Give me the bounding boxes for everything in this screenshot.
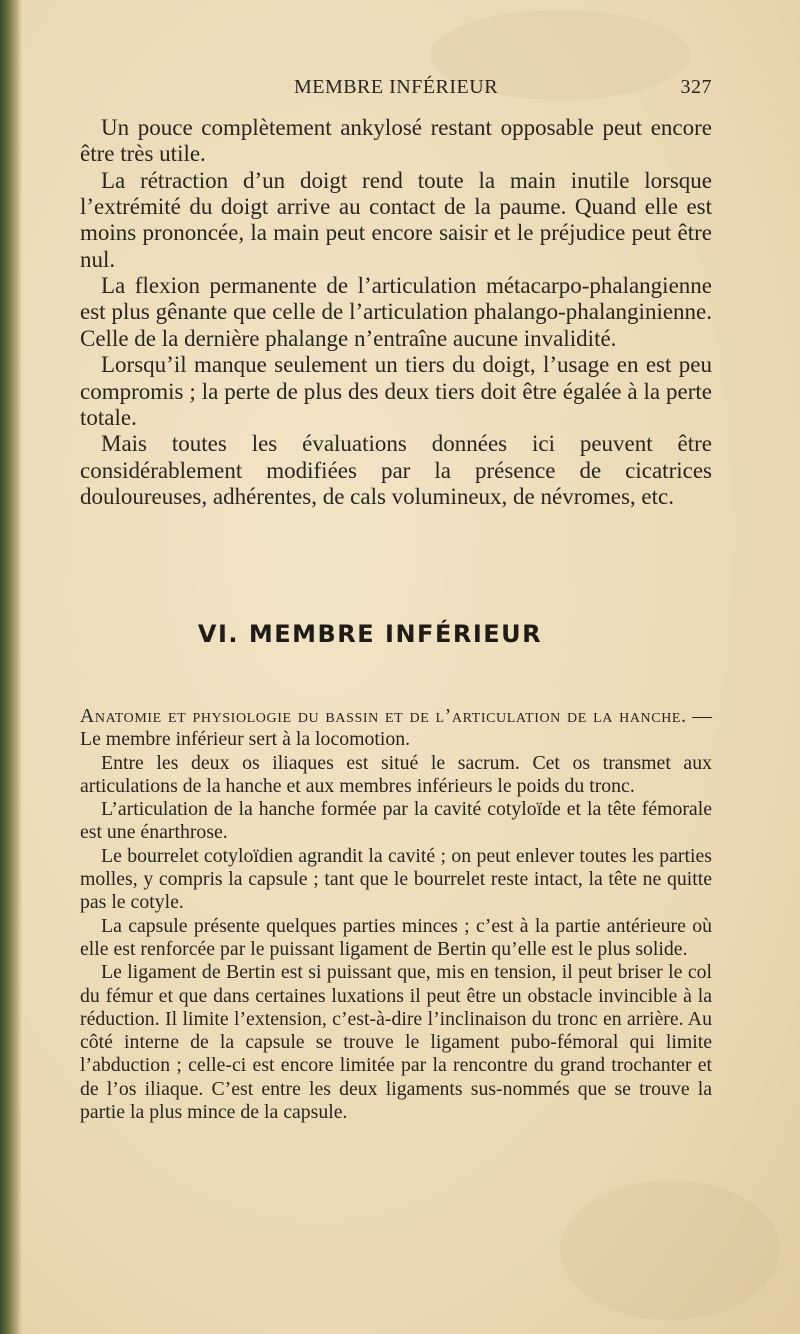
paragraph: Mais toutes les évaluations données ici peuvent être considérablement modifiées par la présence de cicatrices douloureuses, adhérentes, de cals volumineux, de névromes, etc. [80, 431, 712, 509]
paragraph: Le ligament de Bertin est si puissant que, mis en tension, il peut briser le col du fémur et que dans certaines luxations il peut être un obstacle invincible à la réduction. Il limite l’extension, c’est-à-dire l’inclinaison du tronc en arrière. Au côté interne de la capsule se trouve le ligament pubo-fémoral qui limite l’abduction ; celle-ci est encore limitée par la rencontre du grand trochanter et de l’os iliaque. C’est entre les deux ligaments sus-nommés que se trouve la partie la plus mince de la capsule. [80, 961, 712, 1124]
paragraph: Entre les deux os iliaques est situé le sacrum. Cet os transmet aux articulations de la hanche et aux membres inférieurs le poids du tronc. [80, 751, 712, 797]
paragraph: Un pouce complètement ankylosé restant opposable peut encore être très utile. [80, 115, 712, 167]
subsection-heading: Anatomie et physiologie du bassin et de l’articulation de la hanche. [80, 705, 687, 727]
paper-stain [560, 1180, 780, 1320]
paragraph: La flexion permanente de l’articulation métacarpo-phalangienne est plus gênante que celle de l’articulation phalango-phalanginienne. Celle de la dernière phalange n’entraîne aucune invalidité. [80, 273, 712, 351]
paragraph: Le bourrelet cotyloïdien agrandit la cavité ; on peut enlever toutes les parties molles, y compris la capsule ; tant que le bourrelet reste intact, la tête ne quitte pas le cotyle. [80, 844, 712, 914]
paragraph: La rétraction d’un doigt rend toute la main inutile lorsque l’extrémité du doigt arrive au contact de la paume. Quand elle est moins prononcée, la main peut encore saisir et le préjudice peut être nul. [80, 167, 712, 272]
lead-text: — Le membre inférieur sert à la locomotion. [80, 705, 712, 751]
page-gutter-shadow [0, 0, 22, 1334]
paragraph: L’articulation de la hanche formée par la cavité cotyloïde et la tête fémorale est une énarthrose. [80, 798, 712, 844]
paragraph: Lorsqu’il manque seulement un tiers du doigt, l’usage en est peu compromis ; la perte de plus des deux tiers doit être égalée à la perte totale. [80, 352, 712, 430]
top-text-block [80, 115, 712, 511]
running-title: MEMBRE INFÉRIEUR [293, 76, 499, 98]
page-number: 327 [680, 76, 712, 98]
section-heading: VI. MEMBRE INFÉRIEUR [197, 620, 543, 648]
lead-paragraph [80, 705, 712, 752]
running-header [80, 76, 712, 100]
paragraph: La capsule présente quelques parties minces ; c’est à la partie antérieure où elle est renforcée par le puissant ligament de Bertin qu’elle est le plus solide. [80, 914, 712, 960]
bottom-text-block [80, 705, 712, 1124]
